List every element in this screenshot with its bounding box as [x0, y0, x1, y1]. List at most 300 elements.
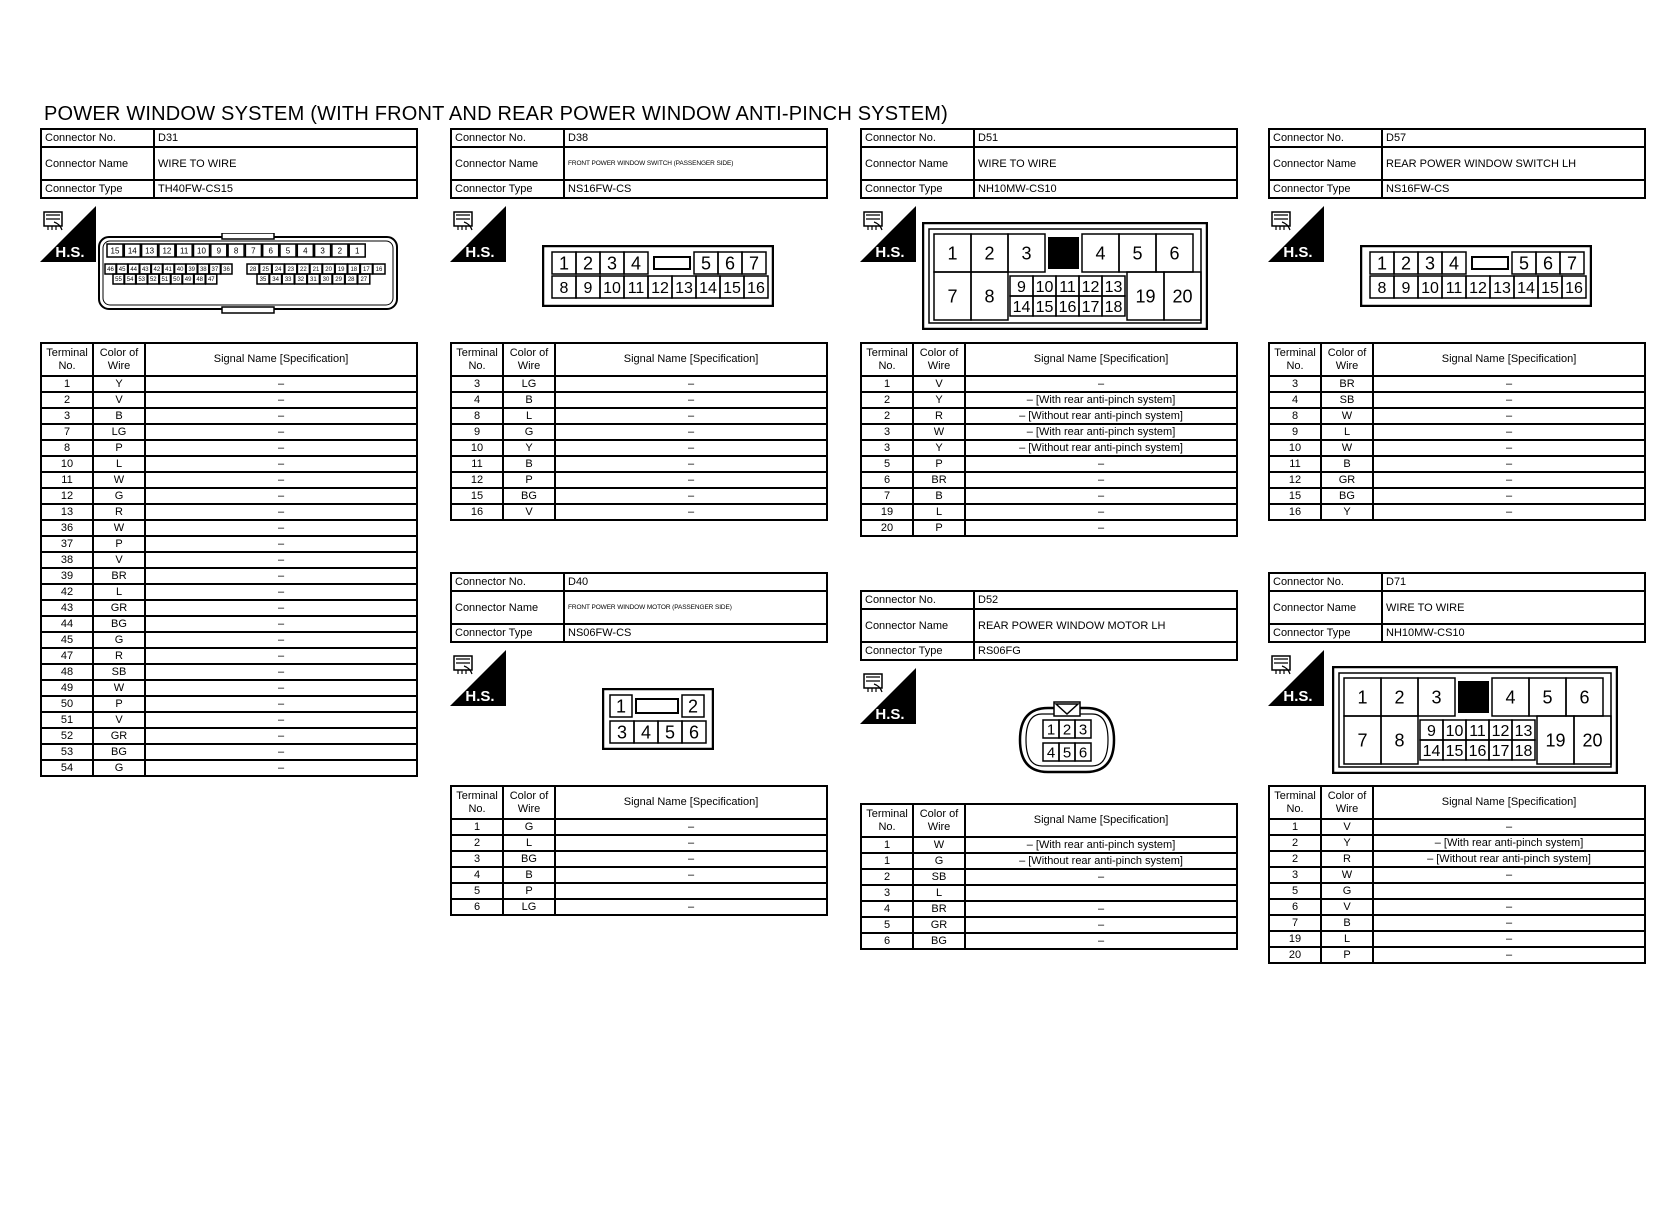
- header-terminal-no: Terminal No.: [861, 343, 913, 376]
- signal-name: –: [1373, 819, 1645, 835]
- terminal-no: 4: [451, 392, 503, 408]
- table-row: [861, 392, 1237, 408]
- terminal-no: 43: [41, 600, 93, 616]
- pin-label: 6: [1078, 744, 1088, 762]
- table-row: [1269, 851, 1645, 867]
- signal-name: –: [145, 600, 417, 616]
- pin-label: 39: [188, 267, 196, 274]
- table-row: [1269, 440, 1645, 456]
- table-row: [1269, 947, 1645, 963]
- table-row: [41, 760, 417, 776]
- terminal-table-d52: [860, 803, 1238, 950]
- pin-label: 19: [1135, 286, 1156, 307]
- pin-label: 14: [1422, 742, 1441, 760]
- terminal-no: 15: [451, 488, 503, 504]
- header-signal-name: Signal Name [Specification]: [555, 343, 827, 376]
- table-row: [41, 632, 417, 648]
- signal-name: –: [965, 917, 1237, 933]
- label-connector-no: Connector No.: [1269, 573, 1382, 591]
- table-row: [451, 408, 827, 424]
- signal-name: –: [555, 408, 827, 424]
- wire-color: W: [913, 837, 965, 853]
- terminal-no: 16: [451, 504, 503, 520]
- terminal-no: 7: [861, 488, 913, 504]
- signal-name: –: [145, 760, 417, 776]
- label-connector-no: Connector No.: [1269, 129, 1382, 147]
- pin-label: 4: [630, 253, 642, 274]
- wire-color: V: [93, 712, 145, 728]
- pin-label: 2: [1394, 687, 1405, 708]
- pin-label: 8: [559, 279, 569, 297]
- pin-label: 12: [1491, 722, 1510, 740]
- connector-no-value: D71: [1382, 573, 1645, 591]
- wire-color: BR: [93, 568, 145, 584]
- label-connector-name: Connector Name: [861, 609, 974, 642]
- header-color-of-wire: Color of Wire: [1321, 343, 1373, 376]
- connector-type-value: NS16FW-CS: [1382, 180, 1645, 198]
- terminal-no: 36: [41, 520, 93, 536]
- terminal-no: 15: [1269, 488, 1321, 504]
- wire-color: B: [1321, 456, 1373, 472]
- signal-name: –: [965, 504, 1237, 520]
- pin-label: 16: [1468, 742, 1487, 760]
- wire-color: L: [913, 885, 965, 901]
- pin-label: 50: [173, 277, 180, 284]
- pin-label: 5: [700, 253, 712, 274]
- wire-color: P: [503, 472, 555, 488]
- wire-color: W: [93, 472, 145, 488]
- pin-label: 12: [1081, 278, 1100, 296]
- table-row: [41, 520, 417, 536]
- header-signal-name: Signal Name [Specification]: [965, 343, 1237, 376]
- label-connector-no: Connector No.: [861, 129, 974, 147]
- terminal-no: 5: [861, 917, 913, 933]
- hs-icon: [860, 206, 916, 262]
- terminal-no: 9: [1269, 424, 1321, 440]
- hs-label: H.S.: [465, 244, 495, 261]
- header-terminal-no: Terminal No.: [451, 343, 503, 376]
- pin-label: 6: [688, 722, 700, 743]
- pin-label: 16: [747, 279, 765, 297]
- signal-name: –: [145, 456, 417, 472]
- pin-label: 6: [1169, 243, 1180, 264]
- label-connector-name: Connector Name: [451, 147, 564, 180]
- signal-name: –: [145, 472, 417, 488]
- terminal-table-d31: [40, 342, 418, 777]
- pin-label: 15: [1035, 298, 1054, 316]
- terminal-no: 6: [861, 472, 913, 488]
- terminal-no: 3: [41, 408, 93, 424]
- wire-color: W: [93, 680, 145, 696]
- pin-label: 14: [127, 246, 137, 256]
- terminal-no: 51: [41, 712, 93, 728]
- pin-label: 20: [1172, 286, 1193, 307]
- signal-name: – [Without rear anti-pinch system]: [965, 440, 1237, 456]
- wire-color: L: [1321, 424, 1373, 440]
- hs-icon: [860, 668, 916, 724]
- signal-name: –: [145, 392, 417, 408]
- table-row: [1269, 456, 1645, 472]
- pin-label: 12: [651, 279, 669, 297]
- pin-label: 8: [1377, 279, 1387, 297]
- signal-name: –: [1373, 867, 1645, 883]
- pin-label: 29: [335, 277, 342, 284]
- connector-name-value: WIRE TO WIRE: [154, 147, 417, 180]
- pin-label: 7: [748, 253, 760, 274]
- pin-label: 7: [1357, 730, 1368, 751]
- terminal-no: 3: [451, 851, 503, 867]
- hs-label: H.S.: [55, 244, 85, 261]
- terminal-table-d71: [1268, 785, 1646, 964]
- table-row: [41, 456, 417, 472]
- connector-face-d52: [1016, 700, 1118, 779]
- terminal-no: 1: [451, 819, 503, 835]
- wire-color: B: [503, 456, 555, 472]
- table-row: [451, 456, 827, 472]
- table-row: [861, 853, 1237, 869]
- header-signal-name: Signal Name [Specification]: [1373, 343, 1645, 376]
- table-row: [41, 728, 417, 744]
- pin-label: 22: [300, 267, 307, 274]
- table-row: [451, 867, 827, 883]
- wire-color: B: [503, 867, 555, 883]
- table-row: [861, 837, 1237, 853]
- signal-name: –: [145, 520, 417, 536]
- connector-d57: [1268, 128, 1646, 199]
- table-row: [41, 424, 417, 440]
- hs-icon: [450, 206, 506, 262]
- connector-d40: [450, 572, 828, 643]
- signal-name: –: [965, 488, 1237, 504]
- signal-name: –: [965, 472, 1237, 488]
- terminal-no: 54: [41, 760, 93, 776]
- terminal-no: 4: [1269, 392, 1321, 408]
- terminal-no: 11: [1269, 456, 1321, 472]
- signal-name: –: [145, 664, 417, 680]
- pin-label: 20: [325, 267, 332, 274]
- terminal-no: 48: [41, 664, 93, 680]
- header-color-of-wire: Color of Wire: [1321, 786, 1373, 819]
- terminal-no: 2: [861, 392, 913, 408]
- signal-name: – [With rear anti-pinch system]: [965, 424, 1237, 440]
- table-row: [861, 376, 1237, 392]
- pin-label: 34: [272, 277, 279, 284]
- signal-name: –: [965, 520, 1237, 536]
- terminal-no: 1: [41, 376, 93, 392]
- pin-label: 2: [1400, 253, 1412, 274]
- terminal-no: 1: [1269, 819, 1321, 835]
- signal-name: –: [555, 488, 827, 504]
- wire-color: LG: [503, 899, 555, 915]
- wire-color: V: [503, 504, 555, 520]
- signal-name: –: [145, 616, 417, 632]
- pin-label: 10: [603, 279, 621, 297]
- signal-name: –: [1373, 947, 1645, 963]
- wire-color: L: [93, 584, 145, 600]
- connector-type-value: NS06FW-CS: [564, 624, 827, 642]
- table-row: [1269, 819, 1645, 835]
- connector-face-d71: [1332, 666, 1618, 779]
- pin-label: 1: [1046, 721, 1056, 739]
- pin-label: 36: [223, 267, 230, 274]
- signal-name: –: [145, 728, 417, 744]
- pin-label: 7: [947, 286, 958, 307]
- pin-label: 16: [375, 267, 383, 274]
- terminal-no: 3: [861, 440, 913, 456]
- wire-color: L: [1321, 931, 1373, 947]
- key-slot: [654, 257, 690, 269]
- pin-label: 4: [303, 246, 308, 256]
- pin-label: 9: [1401, 279, 1411, 297]
- pin-label: 23: [287, 267, 295, 274]
- pin-label: 14: [1517, 279, 1535, 297]
- terminal-no: 3: [451, 376, 503, 392]
- connector-name-value: FRONT POWER WINDOW SWITCH (PASSENGER SIDE): [564, 147, 827, 180]
- label-connector-type: Connector Type: [861, 642, 974, 660]
- pin-label: 17: [1491, 742, 1510, 760]
- wire-color: BR: [1321, 376, 1373, 392]
- wire-color: V: [913, 376, 965, 392]
- wire-color: B: [503, 392, 555, 408]
- wire-color: BG: [503, 488, 555, 504]
- hs-icon: [450, 650, 506, 706]
- signal-name: –: [145, 712, 417, 728]
- terminal-no: 5: [1269, 883, 1321, 899]
- terminal-no: 12: [451, 472, 503, 488]
- pin-label: 5: [1132, 243, 1143, 264]
- wire-color: V: [1321, 819, 1373, 835]
- terminal-table-d40: [450, 785, 828, 916]
- signal-name: –: [965, 869, 1237, 885]
- pin-label: 2: [984, 243, 995, 264]
- table-row: [861, 440, 1237, 456]
- pin-label: 20: [1582, 730, 1603, 751]
- pin-label: 18: [1514, 742, 1533, 760]
- wire-color: W: [913, 424, 965, 440]
- wire-color: BG: [503, 851, 555, 867]
- table-row: [861, 408, 1237, 424]
- signal-name: –: [1373, 424, 1645, 440]
- pin-label: 21: [312, 267, 320, 274]
- pin-label: 11: [1445, 279, 1463, 297]
- label-connector-no: Connector No.: [41, 129, 154, 147]
- wire-color: GR: [913, 917, 965, 933]
- pin-label: 19: [1545, 730, 1566, 751]
- terminal-no: 8: [41, 440, 93, 456]
- wire-color: L: [503, 408, 555, 424]
- pin-label: 3: [616, 722, 628, 743]
- pin-label: 48: [196, 277, 204, 284]
- terminal-no: 6: [861, 933, 913, 949]
- pin-label: 10: [1421, 279, 1439, 297]
- terminal-no: 1: [861, 376, 913, 392]
- signal-name: –: [1373, 488, 1645, 504]
- pin-label: 15: [110, 246, 120, 256]
- table-row: [41, 712, 417, 728]
- pin-label: 32: [297, 277, 305, 284]
- pin-label: 2: [337, 246, 343, 256]
- label-connector-no: Connector No.: [861, 591, 974, 609]
- wire-color: Y: [93, 376, 145, 392]
- terminal-no: 4: [451, 867, 503, 883]
- table-row: [861, 933, 1237, 949]
- signal-name: –: [965, 901, 1237, 917]
- signal-name: – [Without rear anti-pinch system]: [965, 408, 1237, 424]
- pin-label: 11: [1059, 278, 1076, 296]
- signal-name: –: [145, 584, 417, 600]
- label-connector-type: Connector Type: [1269, 180, 1382, 198]
- table-row: [41, 408, 417, 424]
- connector-face-d38: [542, 245, 774, 312]
- pin-label: 31: [310, 277, 317, 284]
- label-connector-name: Connector Name: [861, 147, 974, 180]
- pin-label: 18: [350, 267, 358, 274]
- pin-label: 10: [1445, 722, 1464, 740]
- pin-label: 41: [165, 267, 172, 274]
- blocked-cavity: [1048, 237, 1079, 269]
- pin-label: 11: [627, 279, 645, 297]
- signal-name: –: [965, 933, 1237, 949]
- pin-label: 13: [1104, 278, 1123, 296]
- header-terminal-no: Terminal No.: [1269, 343, 1321, 376]
- terminal-no: 6: [1269, 899, 1321, 915]
- pin-label: 4: [1095, 243, 1106, 264]
- signal-name: –: [555, 376, 827, 392]
- signal-name: –: [1373, 392, 1645, 408]
- pin-label: 13: [145, 246, 155, 256]
- wire-color: SB: [93, 664, 145, 680]
- pin-label: 10: [1035, 278, 1054, 296]
- wire-color: B: [913, 488, 965, 504]
- wire-color: Y: [1321, 504, 1373, 520]
- connector-d51: [860, 128, 1238, 199]
- wire-color: P: [1321, 947, 1373, 963]
- terminal-no: 1: [861, 837, 913, 853]
- pin-label: 5: [285, 246, 291, 256]
- wire-color: Y: [913, 440, 965, 456]
- pin-label: 45: [118, 267, 126, 274]
- connector-d31: [40, 128, 418, 199]
- signal-name: – [With rear anti-pinch system]: [965, 837, 1237, 853]
- pin-label: 13: [675, 279, 693, 297]
- connector-type-value: NH10MW-CS10: [1382, 624, 1645, 642]
- wire-color: Y: [1321, 835, 1373, 851]
- pin-label: 3: [1078, 721, 1088, 739]
- signal-name: –: [145, 424, 417, 440]
- pin-label: 9: [1427, 722, 1436, 740]
- table-row: [41, 488, 417, 504]
- wire-color: L: [93, 456, 145, 472]
- wire-color: V: [1321, 899, 1373, 915]
- page-title: POWER WINDOW SYSTEM (WITH FRONT AND REAR POWER WINDOW ANTI-PINCH SYSTEM): [44, 103, 949, 125]
- pin-label: 53: [138, 277, 146, 284]
- pin-label: 16: [1565, 279, 1583, 297]
- terminal-no: 3: [861, 885, 913, 901]
- wire-color: V: [93, 392, 145, 408]
- wire-color: Y: [913, 392, 965, 408]
- pin-label: 15: [1445, 742, 1464, 760]
- pin-label: 7: [1566, 253, 1578, 274]
- wire-color: L: [913, 504, 965, 520]
- wire-color: B: [93, 408, 145, 424]
- pin-label: 44: [130, 267, 138, 274]
- connector-no-value: D57: [1382, 129, 1645, 147]
- table-row: [451, 488, 827, 504]
- table-row: [41, 648, 417, 664]
- terminal-no: 3: [1269, 867, 1321, 883]
- key-slot: [636, 699, 678, 713]
- pin-label: 14: [1012, 298, 1031, 316]
- pin-label: 7: [251, 246, 256, 256]
- table-row: [451, 883, 827, 899]
- pin-label: 4: [640, 722, 652, 743]
- pin-label: 3: [1424, 253, 1436, 274]
- signal-name: – [Without rear anti-pinch system]: [965, 853, 1237, 869]
- pin-label: 12: [1469, 279, 1487, 297]
- table-row: [41, 680, 417, 696]
- pin-label: 25: [262, 267, 269, 274]
- pin-label: 1: [615, 696, 627, 717]
- table-row: [861, 488, 1237, 504]
- label-connector-type: Connector Type: [41, 180, 154, 198]
- table-row: [861, 456, 1237, 472]
- table-row: [41, 584, 417, 600]
- wire-color: W: [1321, 867, 1373, 883]
- terminal-no: 2: [1269, 835, 1321, 851]
- pin-label: 28: [249, 267, 257, 274]
- terminal-no: 20: [1269, 947, 1321, 963]
- pin-label: 5: [1518, 253, 1530, 274]
- signal-name: –: [555, 440, 827, 456]
- header-signal-name: Signal Name [Specification]: [555, 786, 827, 819]
- header-color-of-wire: Color of Wire: [93, 343, 145, 376]
- wire-color: B: [1321, 915, 1373, 931]
- connector-no-value: D38: [564, 129, 827, 147]
- table-row: [451, 899, 827, 915]
- header-terminal-no: Terminal No.: [1269, 786, 1321, 819]
- table-row: [41, 536, 417, 552]
- signal-name: –: [555, 456, 827, 472]
- table-row: [861, 504, 1237, 520]
- pin-label: 49: [184, 277, 192, 284]
- hs-icon: [1268, 206, 1324, 262]
- wire-color: BR: [913, 472, 965, 488]
- pin-label: 33: [284, 277, 292, 284]
- label-connector-name: Connector Name: [451, 591, 564, 624]
- pin-label: 14: [699, 279, 717, 297]
- header-color-of-wire: Color of Wire: [913, 804, 965, 837]
- terminal-no: 2: [451, 835, 503, 851]
- signal-name: – [Without rear anti-pinch system]: [1373, 851, 1645, 867]
- pin-label: 6: [1542, 253, 1554, 274]
- table-row: [1269, 931, 1645, 947]
- pin-label: 11: [1469, 722, 1486, 740]
- terminal-no: 19: [1269, 931, 1321, 947]
- wire-color: GR: [93, 600, 145, 616]
- table-row: [861, 885, 1237, 901]
- table-row: [41, 568, 417, 584]
- terminal-no: 10: [1269, 440, 1321, 456]
- signal-name: – [With rear anti-pinch system]: [1373, 835, 1645, 851]
- pin-label: 37: [211, 267, 219, 274]
- pin-label: 16: [1058, 298, 1077, 316]
- wire-color: GR: [1321, 472, 1373, 488]
- signal-name: –: [1373, 899, 1645, 915]
- connector-name-value: WIRE TO WIRE: [974, 147, 1237, 180]
- label-connector-no: Connector No.: [451, 129, 564, 147]
- pin-label: 1: [1357, 687, 1368, 708]
- hs-label: H.S.: [875, 706, 905, 723]
